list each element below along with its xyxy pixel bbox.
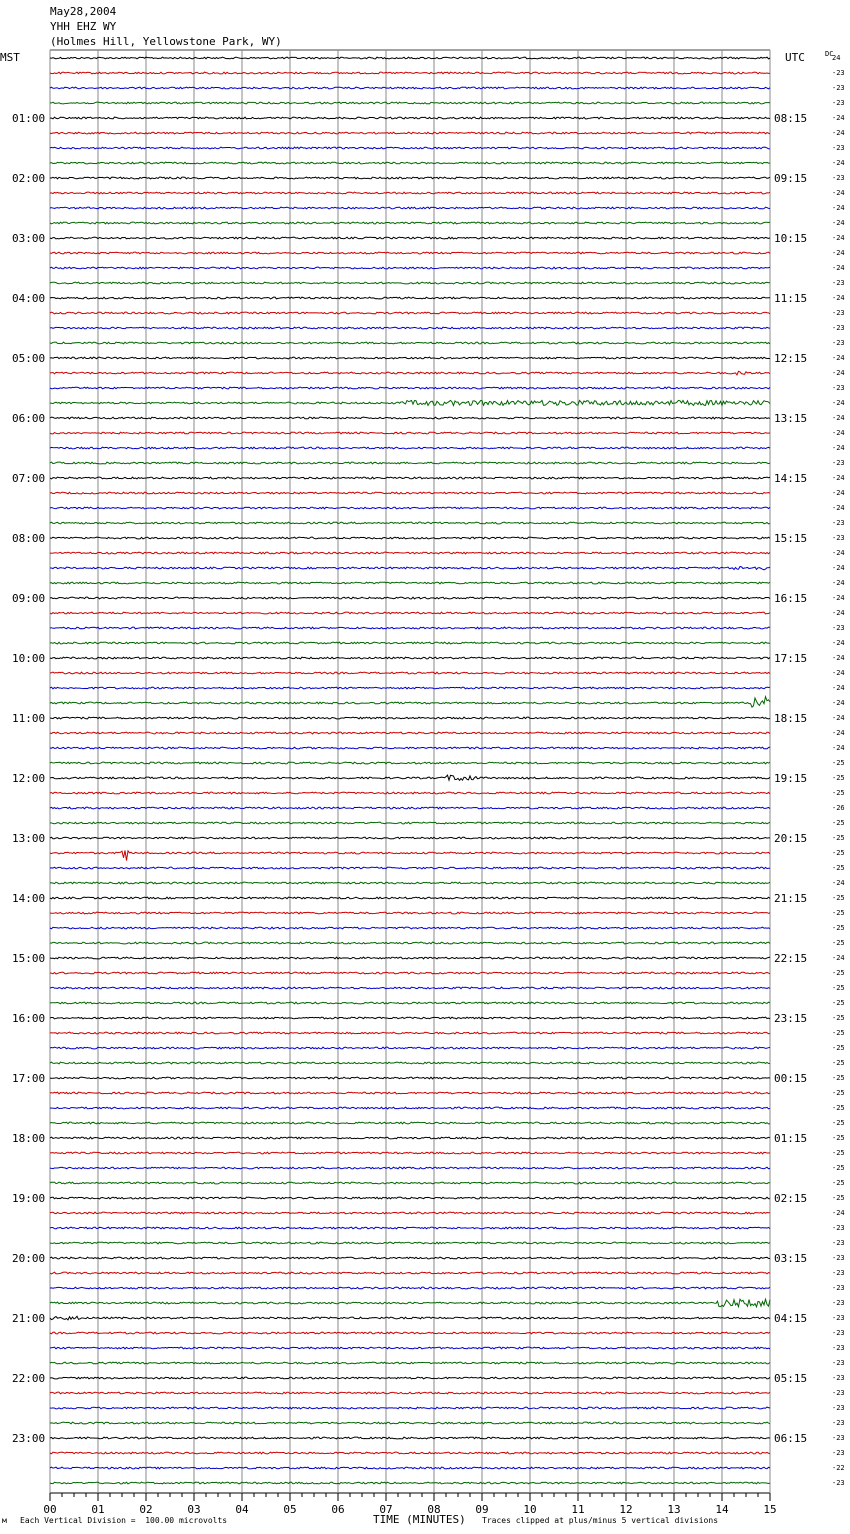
dc-offset-label: -24	[832, 399, 845, 407]
dc-offset-label: -24	[832, 114, 845, 122]
trace-row-21	[50, 371, 770, 375]
x-tick-label: 00	[43, 1503, 57, 1516]
dc-offset-label: -25	[832, 1074, 845, 1082]
dc-offset-label: -24	[832, 249, 845, 257]
trace-row-79	[50, 1242, 770, 1244]
trace-row-78	[50, 1227, 770, 1229]
dc-offset-label: -23	[832, 69, 845, 77]
x-tick-label: 07	[379, 1503, 393, 1516]
trace-row-52	[50, 837, 770, 839]
trace-row-1	[50, 72, 770, 74]
dc-offset-labels	[832, 54, 845, 1487]
trace-row-25	[50, 432, 770, 434]
trace-row-82	[50, 1287, 770, 1289]
trace-row-72	[50, 1137, 770, 1139]
right-hour-label: 08:15	[774, 112, 808, 125]
right-hour-label: 16:15	[774, 592, 808, 605]
dc-offset-label: -24	[832, 474, 845, 482]
trace-row-34	[50, 566, 770, 569]
trace-row-26	[50, 447, 770, 449]
left-hour-label: 14:00	[12, 892, 46, 905]
left-hour-label: 07:00	[12, 472, 46, 485]
trace-row-41	[50, 672, 770, 674]
dc-offset-label: -23	[832, 1239, 845, 1247]
trace-row-32	[50, 537, 770, 539]
dc-offset-label: -23	[832, 1374, 845, 1382]
dc-offset-label: -23	[832, 459, 845, 467]
dc-offset-label: -25	[832, 834, 845, 842]
dc-offset-label: -25	[832, 894, 845, 902]
dc-offset-label: -23	[832, 1269, 845, 1277]
trace-row-2	[50, 87, 770, 89]
dc-offset-label: -25	[832, 789, 845, 797]
dc-offset-label: -25	[832, 1029, 845, 1037]
dc-offset-label: -24	[832, 669, 845, 677]
trace-row-69	[50, 1092, 770, 1094]
trace-row-51	[50, 822, 770, 824]
x-tick-label: 06	[331, 1503, 345, 1516]
trace-row-5	[50, 132, 770, 134]
trace-row-3	[50, 102, 770, 104]
x-tick-label: 13	[667, 1503, 681, 1516]
trace-row-84	[50, 1316, 770, 1320]
dc-offset-label: -25	[832, 1164, 845, 1172]
dc-offset-label: -25	[832, 999, 845, 1007]
right-hour-label: 22:15	[774, 952, 808, 965]
left-time-labels	[12, 112, 45, 1445]
dc-offset-label: -25	[832, 969, 845, 977]
trace-row-20	[50, 357, 770, 359]
trace-row-22	[50, 387, 770, 389]
dc-offset-label: -24	[832, 654, 845, 662]
scale-note: Each Vertical Division = 100.00 microvolts	[20, 1516, 228, 1525]
dc-offset-label: -24	[832, 354, 845, 362]
dc-offset-label: -25	[832, 759, 845, 767]
dc-offset-label: -23	[832, 384, 845, 392]
trace-row-89	[50, 1392, 770, 1394]
dc-offset-label: -24	[832, 234, 845, 242]
plot-date: May28,2004	[50, 5, 117, 18]
dc-offset-label: -23	[832, 1299, 845, 1307]
dc-offset-label: -23	[832, 1419, 845, 1427]
trace-row-38	[50, 627, 770, 629]
left-hour-label: 22:00	[12, 1372, 46, 1385]
grid-lines	[50, 50, 770, 1493]
corner-mark: м	[2, 1516, 7, 1525]
left-hour-label: 02:00	[12, 172, 46, 185]
right-hour-label: 11:15	[774, 292, 808, 305]
dc-label: DC	[825, 50, 834, 58]
x-tick-label: 05	[283, 1503, 297, 1516]
dc-offset-label: -24	[832, 204, 845, 212]
trace-row-94	[50, 1467, 770, 1469]
dc-offset-label: -25	[832, 984, 845, 992]
trace-row-71	[50, 1122, 770, 1124]
dc-offset-label: -24	[832, 579, 845, 587]
dc-offset-label: -23	[832, 1389, 845, 1397]
trace-row-63	[50, 1002, 770, 1004]
trace-row-48	[50, 775, 770, 780]
trace-row-36	[50, 597, 770, 599]
dc-offset-label: -23	[832, 324, 845, 332]
x-tick-label: 11	[571, 1503, 585, 1516]
dc-offset-label: -24	[832, 744, 845, 752]
dc-offset-label: -24	[832, 444, 845, 452]
right-hour-label: 10:15	[774, 232, 808, 245]
dc-offset-label: -24	[832, 729, 845, 737]
trace-row-55	[50, 882, 770, 884]
trace-row-42	[50, 687, 770, 689]
x-tick-label: 08	[427, 1503, 441, 1516]
x-tick-label: 09	[475, 1503, 489, 1516]
trace-row-74	[50, 1167, 770, 1169]
left-hour-label: 19:00	[12, 1192, 46, 1205]
left-hour-label: 17:00	[12, 1072, 46, 1085]
dc-offset-label: -23	[832, 1449, 845, 1457]
trace-row-27	[50, 462, 770, 464]
trace-row-59	[50, 942, 770, 944]
left-hour-label: 20:00	[12, 1252, 46, 1265]
station-location: (Holmes Hill, Yellowstone Park, WY)	[50, 35, 282, 48]
trace-row-93	[50, 1452, 770, 1454]
trace-row-56	[50, 897, 770, 899]
trace-row-19	[50, 342, 770, 344]
x-tick-label: 15	[763, 1503, 777, 1516]
dc-offset-label: -24	[832, 1209, 845, 1217]
dc-offset-label: -24	[832, 369, 845, 377]
dc-offset-label: -25	[832, 1089, 845, 1097]
trace-row-61	[50, 972, 770, 974]
trace-row-39	[50, 642, 770, 644]
trace-row-50	[50, 807, 770, 809]
trace-row-13	[50, 252, 770, 254]
right-hour-label: 18:15	[774, 712, 808, 725]
trace-row-66	[50, 1047, 770, 1049]
dc-offset-label: -25	[832, 1044, 845, 1052]
trace-row-81	[50, 1272, 770, 1274]
right-hour-label: 02:15	[774, 1192, 808, 1205]
trace-row-40	[50, 657, 770, 659]
trace-row-67	[50, 1062, 770, 1064]
left-hour-label: 16:00	[12, 1012, 46, 1025]
trace-row-7	[50, 162, 770, 164]
dc-offset-label: -23	[832, 624, 845, 632]
trace-row-15	[50, 282, 770, 284]
dc-offset-label: -24	[832, 489, 845, 497]
trace-row-35	[50, 582, 770, 584]
trace-row-11	[50, 222, 770, 224]
dc-offset-label: -23	[832, 99, 845, 107]
trace-row-31	[50, 522, 770, 524]
trace-row-85	[50, 1332, 770, 1334]
dc-offset-label: -23	[832, 1329, 845, 1337]
trace-row-86	[50, 1347, 770, 1349]
trace-row-70	[50, 1107, 770, 1109]
trace-row-33	[50, 552, 770, 554]
dc-offset-label: -23	[832, 1434, 845, 1442]
dc-offset-label: -25	[832, 1179, 845, 1187]
left-hour-label: 09:00	[12, 592, 46, 605]
trace-row-12	[50, 237, 770, 239]
left-hour-label: 11:00	[12, 712, 46, 725]
dc-offset-label: -23	[832, 174, 845, 182]
dc-offset-label: -24	[832, 594, 845, 602]
left-hour-label: 12:00	[12, 772, 46, 785]
trace-row-6	[50, 147, 770, 149]
trace-row-16	[50, 297, 770, 299]
dc-offset-label: -23	[832, 1359, 845, 1367]
dc-offset-label: -25	[832, 1149, 845, 1157]
dc-offset-label: -24	[832, 414, 845, 422]
dc-offset-label: -25	[832, 1134, 845, 1142]
right-hour-label: 04:15	[774, 1312, 808, 1325]
clip-note: Traces clipped at plus/minus 5 vertical divisions	[482, 1516, 719, 1525]
right-hour-label: 06:15	[774, 1432, 808, 1445]
left-hour-label: 23:00	[12, 1432, 46, 1445]
trace-row-91	[50, 1422, 770, 1424]
dc-offset-label: -23	[832, 309, 845, 317]
left-hour-label: 08:00	[12, 532, 46, 545]
left-hour-label: 10:00	[12, 652, 46, 665]
dc-offset-label: -23	[832, 339, 845, 347]
trace-row-76	[50, 1197, 770, 1199]
x-tick-label: 14	[715, 1503, 729, 1516]
trace-row-8	[50, 177, 770, 179]
left-hour-label: 15:00	[12, 952, 46, 965]
trace-row-68	[50, 1077, 770, 1079]
right-hour-label: 19:15	[774, 772, 808, 785]
dc-offset-label: -24	[832, 714, 845, 722]
x-axis-title: TIME (MINUTES)	[373, 1513, 466, 1526]
dc-offset-label: -25	[832, 849, 845, 857]
x-tick-label: 03	[187, 1503, 201, 1516]
trace-row-64	[50, 1017, 770, 1019]
dc-offset-label: -24	[832, 684, 845, 692]
x-tick-label: 02	[139, 1503, 153, 1516]
dc-offset-label: -23	[832, 1404, 845, 1412]
left-hour-label: 03:00	[12, 232, 46, 245]
dc-offset-label: -23	[832, 279, 845, 287]
trace-row-75	[50, 1182, 770, 1184]
dc-offset-label: -24	[832, 954, 845, 962]
dc-offset-label: -25	[832, 1059, 845, 1067]
right-hour-label: 15:15	[774, 532, 808, 545]
dc-offset-label: -23	[832, 1284, 845, 1292]
right-hour-label: 09:15	[774, 172, 808, 185]
dc-offset-label: -25	[832, 1119, 845, 1127]
trace-row-30	[50, 507, 770, 509]
dc-offset-label: -22	[832, 1464, 845, 1472]
dc-offset-label: -24	[832, 129, 845, 137]
dc-offset-label: -24	[832, 504, 845, 512]
dc-offset-label: -23	[832, 144, 845, 152]
dc-offset-label: -24	[832, 879, 845, 887]
trace-row-83	[50, 1299, 770, 1307]
trace-row-9	[50, 192, 770, 194]
right-hour-label: 21:15	[774, 892, 808, 905]
dc-offset-label: -24	[832, 429, 845, 437]
trace-row-95	[50, 1482, 770, 1484]
dc-offset-label: 24	[832, 54, 841, 62]
left-hour-label: 06:00	[12, 412, 46, 425]
trace-row-53	[50, 851, 770, 861]
dc-offset-label: -25	[832, 864, 845, 872]
left-hour-label: 18:00	[12, 1132, 46, 1145]
right-hour-label: 03:15	[774, 1252, 808, 1265]
dc-offset-label: -23	[832, 1224, 845, 1232]
right-hour-label: 05:15	[774, 1372, 808, 1385]
dc-offset-label: -23	[832, 534, 845, 542]
left-hour-label: 04:00	[12, 292, 46, 305]
station-code: YHH EHZ WY	[50, 20, 117, 33]
dc-offset-label: -25	[832, 909, 845, 917]
trace-row-90	[50, 1407, 770, 1409]
left-hour-label: 01:00	[12, 112, 46, 125]
trace-row-24	[50, 417, 770, 419]
trace-row-87	[50, 1362, 770, 1364]
trace-row-62	[50, 987, 770, 989]
trace-row-44	[50, 717, 770, 719]
dc-offset-label: -25	[832, 774, 845, 782]
dc-offset-label: -24	[832, 564, 845, 572]
trace-row-54	[50, 867, 770, 869]
trace-row-4	[50, 117, 770, 119]
trace-row-14	[50, 267, 770, 269]
right-hour-label: 13:15	[774, 412, 808, 425]
trace-row-73	[50, 1152, 770, 1154]
trace-row-43	[50, 697, 770, 707]
dc-offset-label: -24	[832, 219, 845, 227]
dc-offset-label: -23	[832, 519, 845, 527]
trace-row-88	[50, 1377, 770, 1379]
dc-offset-label: -24	[832, 159, 845, 167]
trace-row-80	[50, 1257, 770, 1259]
trace-row-18	[50, 327, 770, 329]
left-hour-label: 21:00	[12, 1312, 46, 1325]
trace-row-47	[50, 762, 770, 764]
dc-offset-label: -23	[832, 1479, 845, 1487]
x-tick-label: 12	[619, 1503, 633, 1516]
x-tick-label: 10	[523, 1503, 537, 1516]
right-hour-label: 00:15	[774, 1072, 808, 1085]
dc-offset-label: -25	[832, 1194, 845, 1202]
dc-offset-label: -25	[832, 1014, 845, 1022]
trace-row-28	[50, 477, 770, 479]
trace-row-45	[50, 732, 770, 734]
dc-offset-label: -25	[832, 924, 845, 932]
trace-row-65	[50, 1032, 770, 1034]
dc-offset-label: -24	[832, 609, 845, 617]
dc-offset-label: -24	[832, 189, 845, 197]
right-hour-label: 01:15	[774, 1132, 808, 1145]
right-hour-label: 20:15	[774, 832, 808, 845]
dc-offset-label: -23	[832, 84, 845, 92]
trace-row-49	[50, 792, 770, 794]
trace-row-46	[50, 747, 770, 749]
dc-offset-label: -24	[832, 294, 845, 302]
right-time-labels	[774, 112, 807, 1445]
trace-row-37	[50, 612, 770, 614]
right-hour-label: 14:15	[774, 472, 808, 485]
left-hour-label: 13:00	[12, 832, 46, 845]
left-hour-label: 05:00	[12, 352, 46, 365]
dc-offset-label: -25	[832, 819, 845, 827]
trace-row-23	[50, 400, 770, 405]
dc-offset-label: -24	[832, 699, 845, 707]
dc-offset-label: -24	[832, 549, 845, 557]
trace-row-92	[50, 1437, 770, 1439]
trace-lines	[50, 57, 770, 1484]
dc-offset-label: -25	[832, 939, 845, 947]
right-axis-label: UTC	[785, 51, 805, 64]
trace-row-58	[50, 927, 770, 929]
dc-offset-label: -26	[832, 804, 845, 812]
dc-offset-label: -24	[832, 639, 845, 647]
trace-row-29	[50, 492, 770, 494]
trace-row-0	[50, 57, 770, 59]
dc-offset-label: -25	[832, 1104, 845, 1112]
dc-offset-label: -23	[832, 1344, 845, 1352]
trace-row-60	[50, 957, 770, 959]
right-hour-label: 17:15	[774, 652, 808, 665]
dc-offset-label: -23	[832, 1254, 845, 1262]
right-hour-label: 12:15	[774, 352, 808, 365]
dc-offset-label: -24	[832, 264, 845, 272]
trace-row-10	[50, 207, 770, 209]
dc-offset-label: -23	[832, 1314, 845, 1322]
left-axis-label: MST	[0, 51, 20, 64]
trace-row-17	[50, 312, 770, 314]
x-tick-label: 04	[235, 1503, 249, 1516]
x-tick-label: 01	[91, 1503, 105, 1516]
trace-row-77	[50, 1212, 770, 1214]
right-hour-label: 23:15	[774, 1012, 808, 1025]
trace-row-57	[50, 912, 770, 914]
